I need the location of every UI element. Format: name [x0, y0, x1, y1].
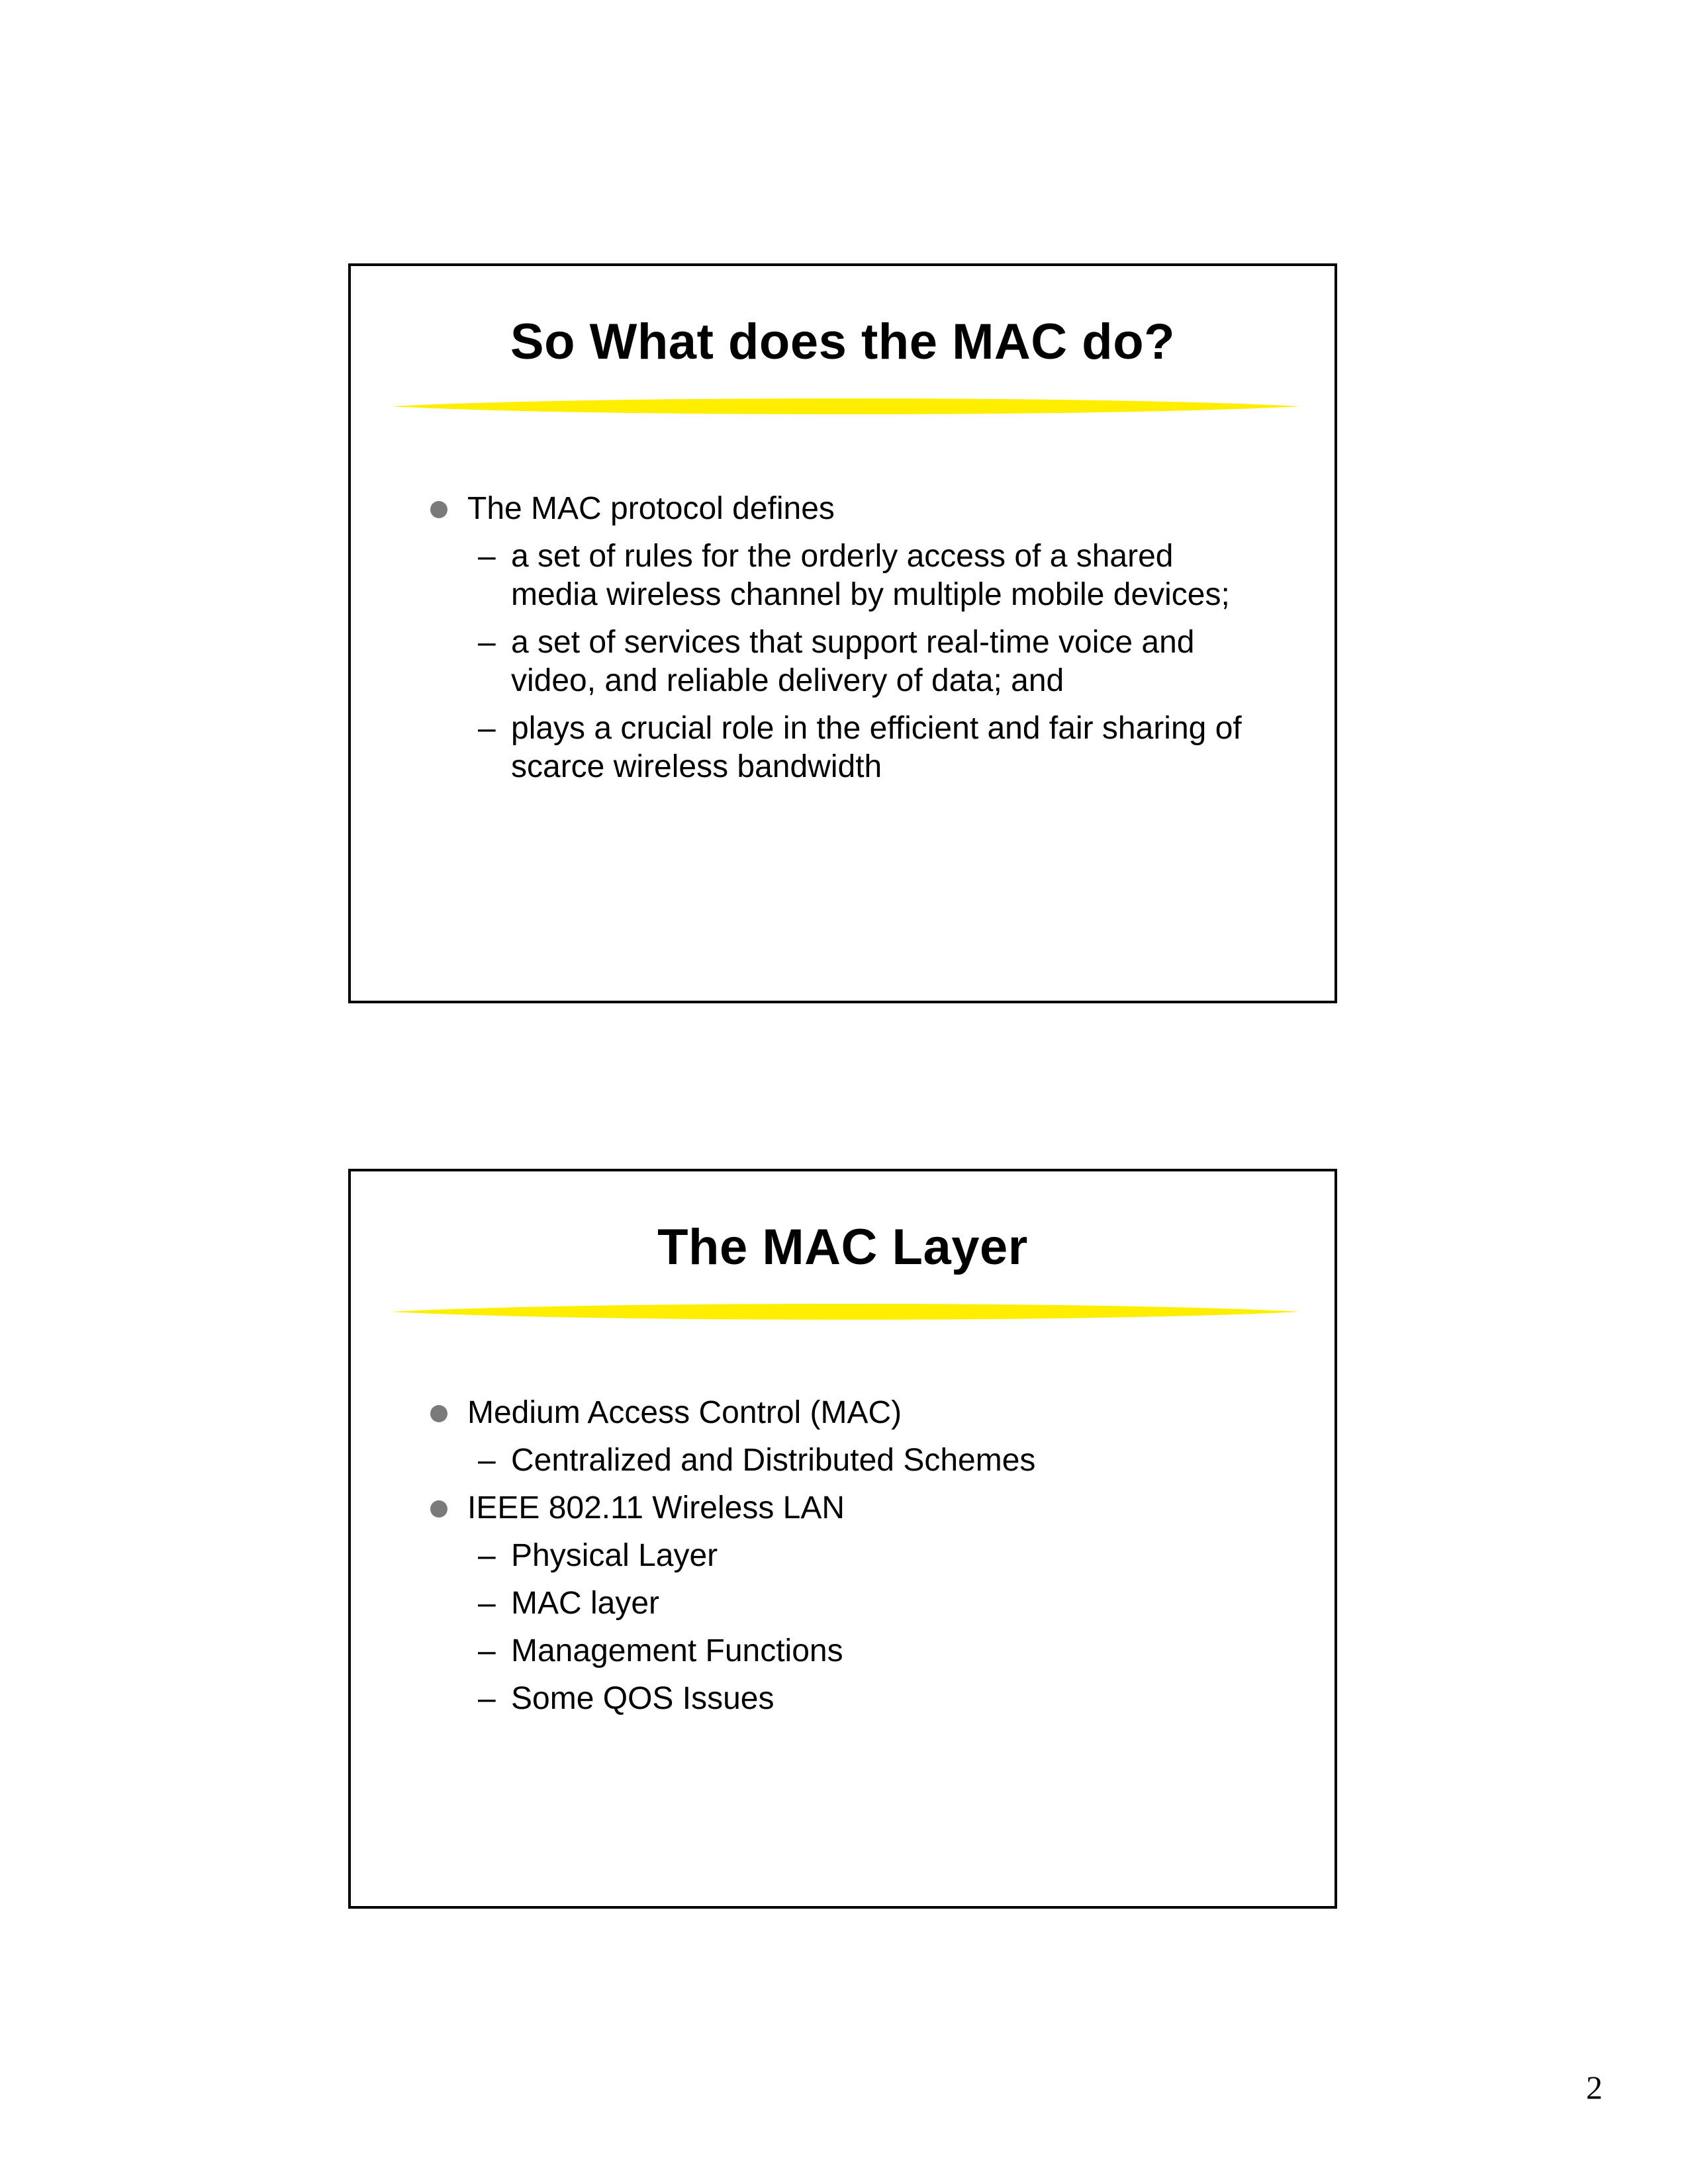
slide-body	[430, 1394, 1262, 1727]
dash-icon: –	[478, 711, 496, 746]
sub-item-text: MAC layer	[511, 1586, 660, 1621]
bullet-item	[430, 1489, 1262, 1527]
dash-icon: –	[478, 1633, 496, 1668]
sub-item	[430, 1584, 1262, 1623]
dash-icon: –	[478, 539, 496, 574]
sub-item	[430, 623, 1262, 700]
sub-item-text: plays a crucial role in the efficient and fair sharing of scarce wireless bandwidth	[511, 711, 1242, 784]
bullet-dot-icon	[430, 1405, 447, 1422]
sub-item	[430, 709, 1262, 786]
sub-list	[430, 1441, 1262, 1480]
sub-list	[430, 537, 1262, 786]
slide-1	[348, 263, 1337, 1003]
dash-icon: –	[478, 625, 496, 660]
bullet-text: Medium Access Control (MAC)	[467, 1395, 902, 1430]
sub-item-text: Management Functions	[511, 1633, 843, 1668]
sub-item-text: Some QOS Issues	[511, 1681, 774, 1716]
slide-2	[348, 1169, 1337, 1909]
bullet-item	[430, 1394, 1262, 1432]
sub-item-text: a set of rules for the orderly access of a shared media wireless channel by multiple mobile devices;	[511, 539, 1230, 612]
sub-item-text: a set of services that support real-time voice and video, and reliable delivery of data; and	[511, 625, 1195, 698]
slide-title: So What does the MAC do?	[510, 314, 1176, 370]
title-underline	[391, 394, 1300, 418]
sub-item-text: Centralized and Distributed Schemes	[511, 1443, 1036, 1478]
dash-icon: –	[478, 1681, 496, 1716]
bullet-item	[430, 490, 1262, 528]
dash-icon: –	[478, 1586, 496, 1621]
bullet-dot-icon	[430, 1500, 447, 1518]
bullet-text: IEEE 802.11 Wireless LAN	[467, 1490, 845, 1525]
sub-item	[430, 1537, 1262, 1575]
slide-body	[430, 490, 1262, 796]
bullet-dot-icon	[430, 501, 447, 518]
sub-item	[430, 1680, 1262, 1718]
bullet-text: The MAC protocol defines	[467, 491, 835, 526]
dash-icon: –	[478, 1443, 496, 1478]
sub-list	[430, 1537, 1262, 1718]
sub-item	[430, 537, 1262, 614]
dash-icon: –	[478, 1538, 496, 1573]
sub-item	[430, 1441, 1262, 1480]
sub-item	[430, 1632, 1262, 1670]
title-underline	[391, 1300, 1300, 1324]
slide-title: The MAC Layer	[657, 1219, 1028, 1275]
page-number: 2	[1586, 2069, 1603, 2106]
sub-item-text: Physical Layer	[511, 1538, 718, 1573]
